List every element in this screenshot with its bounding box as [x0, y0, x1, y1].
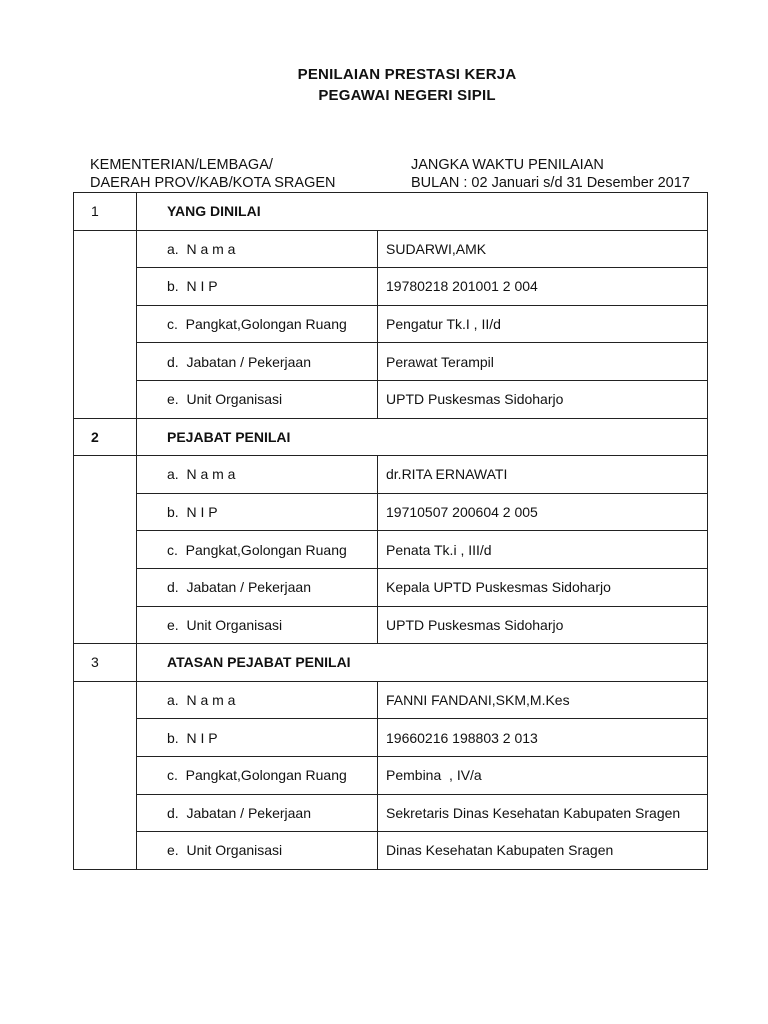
- section-row: [74, 644, 708, 682]
- field-value: dr.RITA ERNAWATI: [378, 456, 708, 494]
- section-number: 2: [74, 418, 137, 456]
- field-value: 19780218 201001 2 004: [378, 268, 708, 306]
- field-value: UPTD Puskesmas Sidoharjo: [378, 606, 708, 644]
- field-value: UPTD Puskesmas Sidoharjo: [378, 380, 708, 418]
- section-title: YANG DINILAI: [137, 193, 708, 231]
- field-row: [74, 493, 708, 531]
- header-agency-line-1: KEMENTERIAN/LEMBAGA/: [90, 157, 273, 173]
- field-row: [74, 456, 708, 494]
- field-row: [74, 719, 708, 757]
- field-row: [74, 268, 708, 306]
- field-value: Kepala UPTD Puskesmas Sidoharjo: [378, 568, 708, 606]
- field-label: d. Jabatan / Pekerjaan: [137, 568, 378, 606]
- field-value: 19660216 198803 2 013: [378, 719, 708, 757]
- field-value: 19710507 200604 2 005: [378, 493, 708, 531]
- assessment-identity-table: [73, 192, 708, 870]
- section-row: [74, 193, 708, 231]
- field-label: d. Jabatan / Pekerjaan: [137, 343, 378, 381]
- field-value: Pembina , IV/a: [378, 756, 708, 794]
- field-label: a. N a m a: [137, 681, 378, 719]
- header-period-line-2: BULAN : 02 Januari s/d 31 Desember 2017: [411, 175, 690, 191]
- field-label: e. Unit Organisasi: [137, 606, 378, 644]
- field-row: [74, 832, 708, 870]
- table-body: [74, 193, 708, 870]
- section-number: 1: [74, 193, 137, 231]
- field-label: c. Pangkat,Golongan Ruang: [137, 531, 378, 569]
- field-row: [74, 681, 708, 719]
- section-row: [74, 418, 708, 456]
- field-label: d. Jabatan / Pekerjaan: [137, 794, 378, 832]
- field-label: e. Unit Organisasi: [137, 832, 378, 870]
- field-row: [74, 606, 708, 644]
- field-row: [74, 756, 708, 794]
- section-spacer-cell: [74, 456, 137, 644]
- document-title-line-1: PENILAIAN PRESTASI KERJA: [297, 66, 517, 83]
- field-value: Perawat Terampil: [378, 343, 708, 381]
- field-row: [74, 343, 708, 381]
- section-number: 3: [74, 644, 137, 682]
- field-row: [74, 230, 708, 268]
- section-title: ATASAN PEJABAT PENILAI: [137, 644, 708, 682]
- section-spacer-cell: [74, 230, 137, 418]
- field-label: e. Unit Organisasi: [137, 380, 378, 418]
- section-spacer-cell: [74, 681, 137, 869]
- field-value: FANNI FANDANI,SKM,M.Kes: [378, 681, 708, 719]
- field-value: Penata Tk.i , III/d: [378, 531, 708, 569]
- field-value: Dinas Kesehatan Kabupaten Sragen: [378, 832, 708, 870]
- field-label: b. N I P: [137, 719, 378, 757]
- field-label: c. Pangkat,Golongan Ruang: [137, 305, 378, 343]
- field-label: b. N I P: [137, 268, 378, 306]
- header-period-line-1: JANGKA WAKTU PENILAIAN: [411, 157, 604, 173]
- field-row: [74, 568, 708, 606]
- field-row: [74, 531, 708, 569]
- field-row: [74, 380, 708, 418]
- field-value: Pengatur Tk.I , II/d: [378, 305, 708, 343]
- document-title-line-2: PEGAWAI NEGERI SIPIL: [318, 87, 496, 104]
- field-row: [74, 794, 708, 832]
- field-row: [74, 305, 708, 343]
- field-label: a. N a m a: [137, 456, 378, 494]
- header-agency-line-2: DAERAH PROV/KAB/KOTA SRAGEN: [90, 175, 336, 191]
- field-label: c. Pangkat,Golongan Ruang: [137, 756, 378, 794]
- field-label: a. N a m a: [137, 230, 378, 268]
- field-value: Sekretaris Dinas Kesehatan Kabupaten Sragen: [378, 794, 708, 832]
- header-period-block: [411, 156, 690, 192]
- header-agency-block: [90, 156, 336, 192]
- section-title: PEJABAT PENILAI: [137, 418, 708, 456]
- field-value: SUDARWI,AMK: [378, 230, 708, 268]
- field-label: b. N I P: [137, 493, 378, 531]
